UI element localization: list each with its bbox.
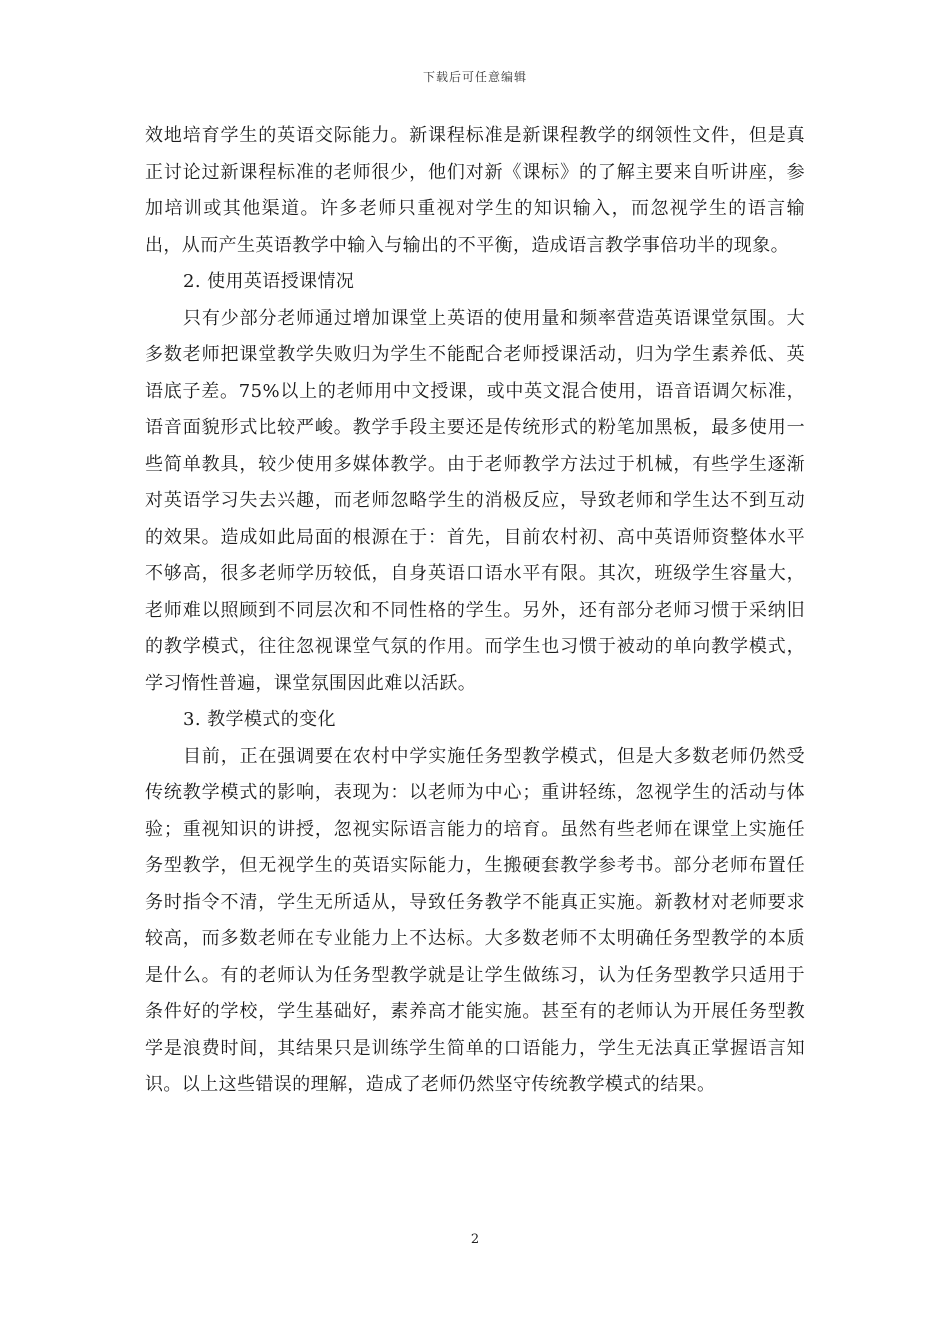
page-header: 下载后可任意编辑 [422,70,527,84]
paragraph-english-instruction: 只有少部分老师通过增加课堂上英语的使用量和频率营造英语课堂氛围。大多数老师把课堂教学失败归为学生不能配合老师授课活动，归为学生素养低、英语底子差。75%以上的老师用中文授课，或中英文混合使用，语音语调欠标准，语音面貌形式比较严峻。教学手段主要还是传统形式的粉笔加黑板，最多使用一些简单教具，较少使用多媒体教学。由于老师教学方法过于机械，有些学生逐渐对英语学习失去兴趣，而老师忽略学生的消极反应，导致老师和学生达不到互动的效果。造成如此局面的根源在于：首先，目前农村初、高中英语师资整体水平不够高，很多老师学历较低，自身英语口语水平有限。其次，班级学生容量大，老师难以照顾到不同层次和不同性格的学生。另外，还有部分老师习惯于采纳旧的教学模式，往往忽视课堂气氛的作用。而学生也习惯于被动的单向教学模式，学习惰性普遍，课堂氛围因此难以活跃。 [145,307,805,694]
document-body [145,118,805,1104]
paragraph-teaching-mode: 目前，正在强调要在农村中学实施任务型教学模式，但是大多数老师仍然受传统教学模式的影响，表现为：以老师为中心；重讲轻练，忽视学生的活动与体验；重视知识的讲授，忽视实际语言能力的培育。虽然有些老师在课堂上实施任务型教学，但无视学生的英语实际能力，生搬硬套教学参考书。部分老师布置任务时指令不清，学生无所适从，导致任务教学不能真正实施。新教材对老师要求较高，而多数老师在专业能力上不达标。大多数老师不太明确任务型教学的本质是什么。有的老师认为任务型教学就是让学生做练习，认为任务型教学只适用于条件好的学校，学生基础好，素养高才能实施。甚至有的老师认为开展任务型教学是浪费时间，其结果只是训练学生简单的口语能力，学生无法真正掌握语言知识。以上这些错误的理解，造成了老师仍然坚守传统教学模式的结果。 [145,745,805,1095]
paragraph-continuation: 效地培育学生的英语交际能力。新课程标准是新课程教学的纲领性文件，但是真正讨论过新课程标准的老师很少，他们对新《课标》的了解主要来自听讲座，参加培训或其他渠道。许多老师只重视对学生的知识输入，而忽视学生的语言输出，从而产生英语教学中输入与输出的不平衡，造成语言教学事倍功半的现象。 [145,125,805,256]
page-number: 2 [470,1232,480,1247]
section-heading-3: 3. 教学模式的变化 [183,709,336,730]
section-heading-2: 2. 使用英语授课情况 [183,271,355,292]
